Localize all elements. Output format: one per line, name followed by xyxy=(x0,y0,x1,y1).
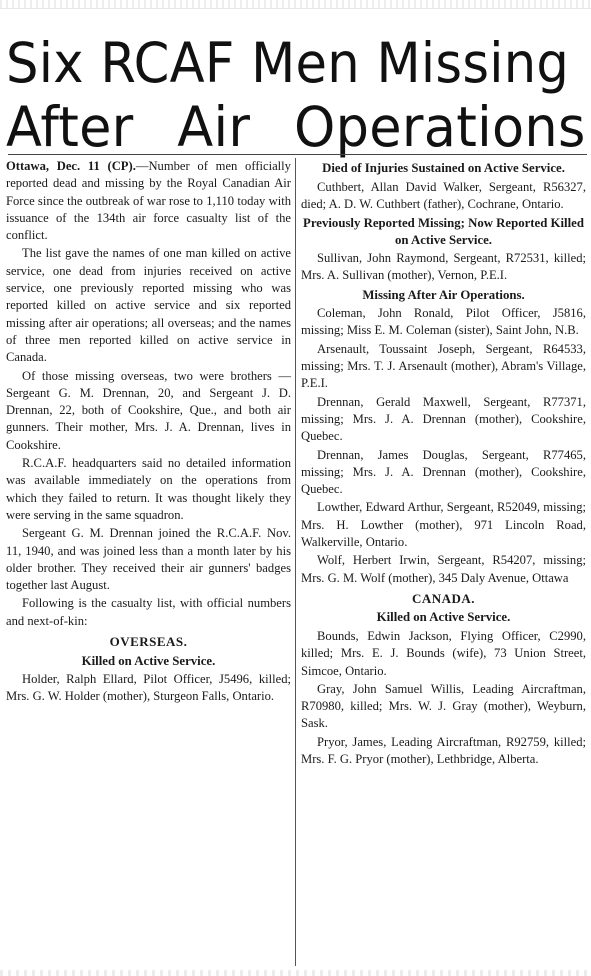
subheading-missing-air-operations: Missing After Air Operations. xyxy=(362,287,525,302)
column-divider xyxy=(295,158,296,966)
dateline-paragraph xyxy=(6,158,291,244)
casualty-entry: Coleman, John Ronald, Pilot Officer, J5816, missing; Miss E. M. Coleman (sister), Saint John, N.B. xyxy=(301,306,586,338)
headline-line-1: Six RCAF Men Missing xyxy=(6,31,570,96)
section-heading-overseas: OVERSEAS. xyxy=(109,634,188,650)
article-column-right xyxy=(301,158,586,769)
headline-line-2: After Air Operations xyxy=(6,95,586,160)
casualty-entry: Drennan, James Douglas, Sergeant, R77465, missing; Mrs. J. A. Drennan (mother), Cookshire, Quebec. xyxy=(301,447,586,497)
article-paragraph: Following is the casualty list, with official numbers and next-of-kin: xyxy=(6,596,291,628)
article-column-left xyxy=(6,158,291,707)
subheading-previously-missing: Previously Reported Missing; Now Reported Killed on Active Service. xyxy=(303,216,584,247)
article-paragraph: Sergeant G. M. Drennan joined the R.C.A.F. Nov. 11, 1940, and was joined less than a month later by his older brother. They received their air gunners' badges together last August. xyxy=(6,526,291,593)
casualty-entry: Sullivan, John Raymond, Sergeant, R72531, killed; Mrs. A. Sullivan (mother), Vernon, P.E.I. xyxy=(301,251,586,283)
casualty-entry: Drennan, Gerald Maxwell, Sergeant, R77371, missing; Mrs. J. A. Drennan (mother), Cookshire, Quebec. xyxy=(301,394,586,444)
subheading-killed-active-service: Killed on Active Service. xyxy=(81,653,216,668)
casualty-entry: Lowther, Edward Arthur, Sergeant, R52049, missing; Mrs. H. Lowther (mother), 971 Lincoln Road, Walkerville, Ontario. xyxy=(301,500,586,550)
headline xyxy=(0,31,591,159)
subheading-killed-active-service: Killed on Active Service. xyxy=(376,610,511,625)
section-heading-canada: CANADA. xyxy=(411,590,476,606)
clipping-top-edge xyxy=(0,0,591,9)
casualty-entry: Bounds, Edwin Jackson, Flying Officer, C2990, killed; Mrs. E. J. Bounds (wife), 73 Union Street, Simcoe, Ontario. xyxy=(301,628,586,678)
clipping-bottom-edge xyxy=(0,970,591,976)
headline-rule xyxy=(8,154,587,155)
casualty-entry: Wolf, Herbert Irwin, Sergeant, R54207, missing; Mrs. G. M. Wolf (mother), 345 Daly Avenue, Ottawa xyxy=(301,553,586,585)
casualty-entry: Gray, John Samuel Willis, Leading Aircraftman, R70980, killed; Mrs. W. J. Gray (mother), Weyburn, Sask. xyxy=(301,681,586,731)
lead-text: —Number of men officially reported dead and missing by the Royal Canadian Air Force since the outbreak of war rose to 1,110 today with issuance of the 134th air force casualty list of the conflict. xyxy=(6,159,291,243)
casualty-entry: Arsenault, Toussaint Joseph, Sergeant, R64533, missing; Mrs. T. J. Arsenault (mother), Abram's Village, P.E.I. xyxy=(301,341,586,391)
article-paragraph: Of those missing overseas, two were brothers — Sergeant G. M. Drennan, 20, and Sergeant J. D. Drennan, 22, both of Cookshire, Que., and both air gunners. Their mother, Mrs. J. A. Drennan, lives in Cookshire. xyxy=(6,368,291,452)
casualty-entry: Holder, Ralph Ellard, Pilot Officer, J5496, killed; Mrs. G. W. Holder (mother), Sturgeon Falls, Ontario. xyxy=(6,672,291,704)
dateline: Ottawa, Dec. 11 (CP). xyxy=(6,159,136,173)
casualty-entry: Pryor, James, Leading Aircraftman, R92759, killed; Mrs. F. G. Pryor (mother), Lethbridge, Alberta. xyxy=(301,734,586,767)
article-paragraph: The list gave the names of one man killed on active service, one dead from injuries received on active service, one previously reported missing who was reported killed on active service and six reported missing after air operations; all overseas; and the names of three men reported killed on active service in Canada. xyxy=(6,246,291,365)
subheading-died-of-injuries: Died of Injuries Sustained on Active Service. xyxy=(322,161,565,175)
casualty-entry: Cuthbert, Allan David Walker, Sergeant, R56327, died; A. D. W. Cuthbert (father), Cochrane, Ontario. xyxy=(301,179,586,211)
article-paragraph: R.C.A.F. headquarters said no detailed information was available immediately on the operations from which they failed to return. It was thought likely they were serving in the same squadron. xyxy=(6,456,291,522)
